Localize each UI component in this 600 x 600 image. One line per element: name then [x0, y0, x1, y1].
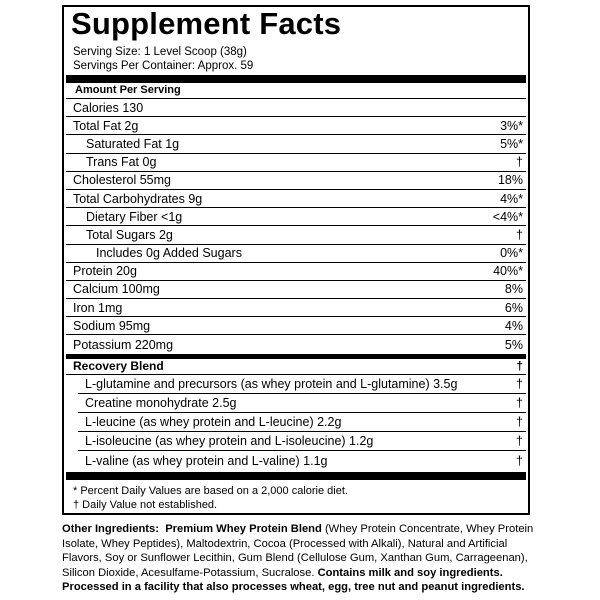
blend-item-name: Creatine monohydrate 2.5g	[85, 395, 237, 410]
blend-item-name: L-isoleucine (as whey protein and L-isoleucine) 1.2g	[85, 433, 374, 448]
nutrient-dv: 18%	[497, 173, 523, 188]
facility-statement: Processed in a facility that also processes wheat, egg, tree nut and peanut ingredients.	[62, 581, 525, 594]
nutrient-name: Sodium 95mg	[73, 318, 151, 333]
nutrient-dv: 8%	[504, 282, 523, 297]
nutrient-row	[66, 190, 526, 208]
nutrient-row	[66, 263, 526, 281]
blend-heading	[66, 359, 526, 375]
nutrient-row	[66, 154, 526, 172]
nutrient-name: Cholesterol 55mg	[73, 173, 171, 188]
servings-per-container: Servings Per Container: Approx. 59	[73, 60, 254, 72]
nutrient-row	[66, 299, 526, 317]
nutrient-dv: †	[516, 227, 523, 242]
blend-item-name: L-valine (as whey protein and L-valine) 1.1g	[85, 453, 328, 468]
blend-item-dv: †	[516, 414, 523, 429]
allergen-statement: Contains milk and soy ingredients.	[317, 566, 503, 579]
nutrient-row	[66, 208, 526, 226]
blend-item-dv: †	[516, 433, 523, 448]
ingredients-list: (Whey Protein Concentrate, Whey Protein Isolate, Whey Peptides), Maltodextrin, Cocoa (Processed with Alkali), Natural and Artificial Flavors, Soy or Sunflower Lecithin, Gum Blend (Cellulose Gum, Xanthan Gum, Carrageenan), Silicon Dioxide, Acesulfame-Potassium, Sucralose.	[62, 523, 534, 579]
footnote-dv-not-established: † Daily Value not established.	[73, 498, 218, 511]
nutrient-name: Iron 1mg	[73, 300, 123, 315]
nutrient-name: Trans Fat 0g	[86, 155, 157, 170]
nutrient-row	[66, 245, 526, 263]
nutrient-row	[66, 117, 526, 135]
supplement-facts-panel	[62, 5, 530, 515]
blend-item-name: L-leucine (as whey protein and L-leucine) 2.2g	[85, 414, 342, 429]
nutrient-dv: 4%	[504, 318, 523, 333]
panel-title: Supplement Facts	[71, 6, 342, 41]
nutrient-dv: 0%*	[500, 246, 523, 261]
nutrient-dv: 40%*	[493, 264, 523, 279]
nutrient-name: Total Sugars 2g	[86, 227, 173, 242]
nutrient-row	[66, 281, 526, 299]
nutrient-dv: 5%*	[500, 136, 523, 151]
nutrient-row	[66, 317, 526, 335]
blend-item	[78, 451, 526, 470]
nutrient-name: Protein 20g	[73, 264, 137, 279]
thick-divider	[66, 75, 526, 83]
nutrient-row	[66, 226, 526, 244]
nutrient-dv: <4%*	[492, 209, 523, 224]
other-ingredients-label: Other Ingredients:	[62, 523, 159, 535]
thick-divider	[66, 472, 526, 480]
blend-item	[78, 432, 526, 451]
nutrient-name: Total Carbohydrates 9g	[73, 191, 203, 206]
nutrient-name: Dietary Fiber <1g	[86, 209, 183, 224]
amount-per-serving-heading: Amount Per Serving	[66, 83, 526, 99]
blend-item	[78, 375, 526, 394]
nutrient-name: Calcium 100mg	[73, 282, 160, 297]
blend-item	[78, 394, 526, 413]
nutrient-name: Saturated Fat 1g	[86, 136, 180, 151]
blend-item-dv: †	[516, 453, 523, 468]
blend-item-dv: †	[516, 376, 523, 391]
blend-item-dv: †	[516, 395, 523, 410]
other-ingredients	[62, 522, 534, 595]
footnote-percent-dv: * Percent Daily Values are based on a 2,000 calorie diet.	[73, 485, 348, 498]
nutrient-dv: 3%*	[500, 118, 523, 133]
nutrient-row	[66, 135, 526, 153]
nutrient-row	[66, 172, 526, 190]
nutrient-dv: 6%	[504, 300, 523, 315]
nutrient-name: Potassium 220mg	[73, 337, 174, 352]
serving-size: Serving Size: 1 Level Scoop (38g)	[73, 46, 247, 58]
nutrient-dv: 4%*	[500, 191, 523, 206]
nutrient-row	[66, 99, 526, 117]
nutrient-name: Includes 0g Added Sugars	[96, 246, 242, 261]
nutrient-row	[66, 335, 526, 353]
blend-name: Recovery Blend	[73, 359, 164, 374]
nutrient-dv: 5%	[504, 337, 523, 352]
blend-item	[78, 413, 526, 432]
protein-blend-name: Premium Whey Protein Blend	[165, 523, 322, 535]
blend-item-name: L-glutamine and precursors (as whey protein and L-glutamine) 3.5g	[85, 376, 458, 391]
nutrient-dv: †	[516, 155, 523, 170]
nutrient-name: Calories 130	[73, 100, 144, 115]
blend-dv: †	[516, 359, 523, 374]
nutrient-name: Total Fat 2g	[73, 118, 139, 133]
